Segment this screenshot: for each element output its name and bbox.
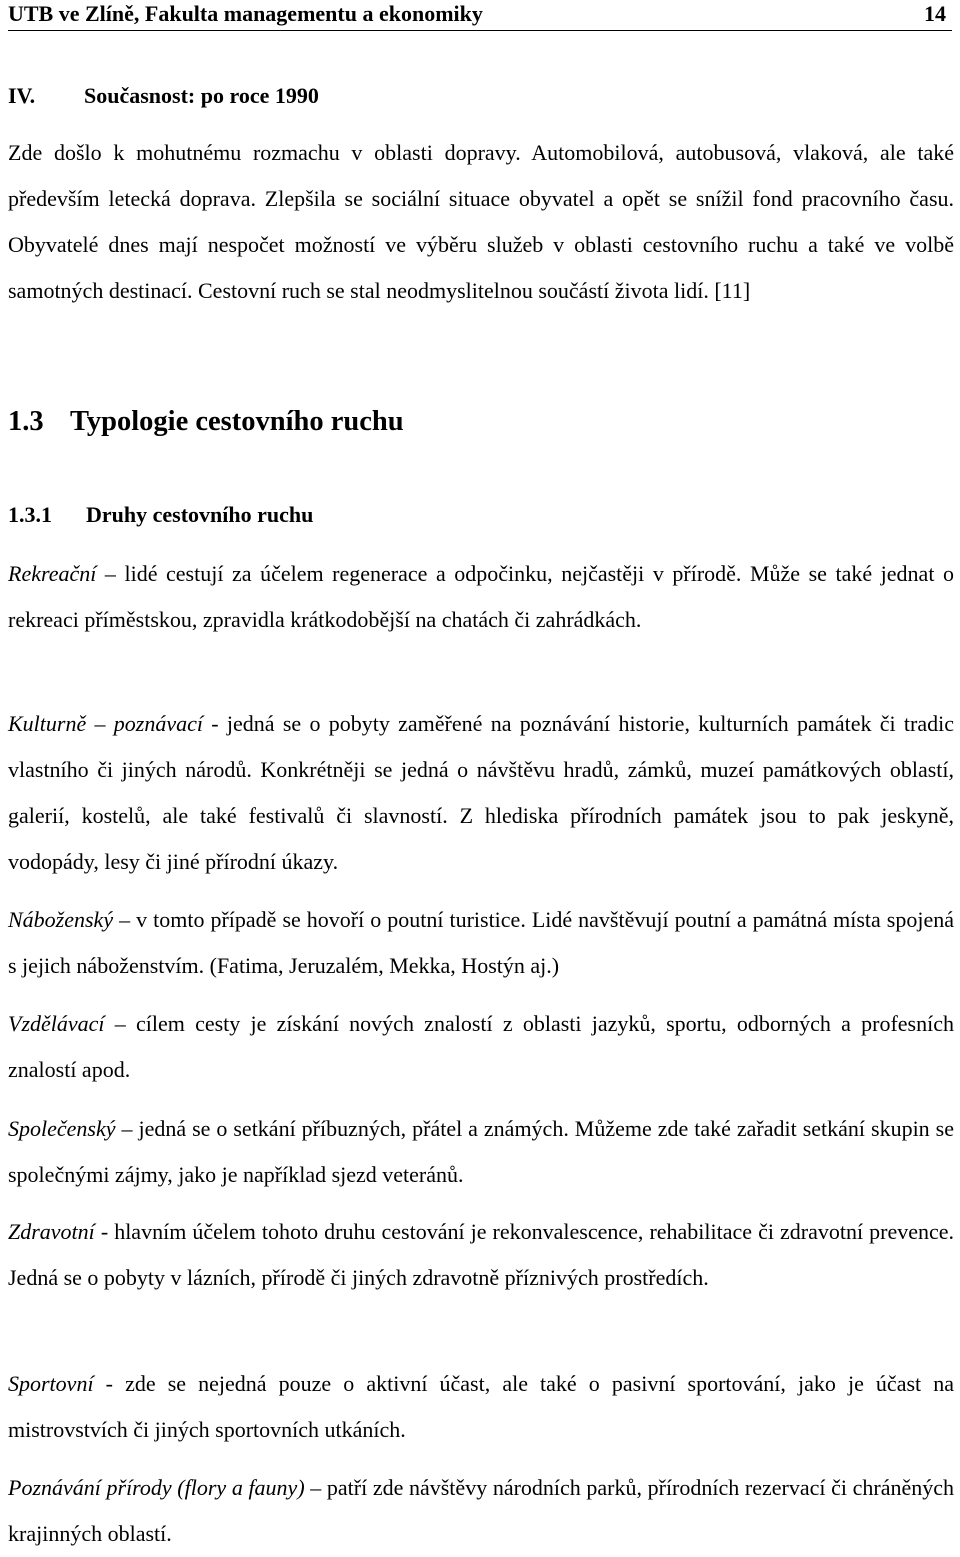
section-heading bbox=[8, 83, 319, 109]
term: Zdravotní bbox=[8, 1219, 95, 1244]
page-header bbox=[8, 0, 952, 31]
paragraph-spolecensky bbox=[8, 1106, 954, 1198]
section-title: Současnost: po roce 1990 bbox=[84, 83, 319, 108]
section-paragraph: Zde došlo k mohutnému rozmachu v oblasti dopravy. Automobilová, autobusová, vlaková, ale také především letecká doprava. Zlepšila se sociální situace obyvatel a opět se snížil fond pracovního času. Obyvatelé dnes mají nespočet možností ve výběru služeb v oblasti cestovního ruchu a také ve volbě samotných destinací. Cestovní ruch se stal neodmyslitelnou součástí života lidí. [11] bbox=[8, 140, 954, 303]
definition: - zde se nejedná pouze o aktivní účast, ale také o pasivní sportování, jako je účast na mistrovstvích či jiných sportovních utkáních. bbox=[8, 1371, 954, 1442]
term: Kulturně – poznávací bbox=[8, 711, 204, 736]
paragraph-zdravotni bbox=[8, 1209, 954, 1301]
term: Společenský bbox=[8, 1116, 116, 1141]
definition: – cílem cesty je získání nových znalostí z oblasti jazyků, sportu, odborných a profesních znalostí apod. bbox=[8, 1011, 954, 1082]
heading-1-3 bbox=[8, 406, 404, 438]
term: Vzdělávací bbox=[8, 1011, 105, 1036]
page-number: 14 bbox=[924, 1, 946, 26]
term: Náboženský bbox=[8, 907, 114, 932]
term: Poznávání přírody (flory a fauny) bbox=[8, 1475, 305, 1500]
paragraph-sportovni bbox=[8, 1361, 954, 1453]
heading-1-3-1 bbox=[8, 502, 313, 528]
definition: – v tomto případě se hovoří o poutní turistice. Lidé navštěvují poutní a památná místa spojená s jejich náboženstvím. (Fatima, Jeruzalém, Mekka, Hostýn aj.) bbox=[8, 907, 954, 978]
term: Sportovní bbox=[8, 1371, 94, 1396]
paragraph-rekreacni bbox=[8, 551, 954, 643]
heading-number: 1.3 bbox=[8, 406, 44, 437]
paragraph-nabozensky bbox=[8, 897, 954, 989]
term: Rekreační bbox=[8, 561, 97, 586]
definition: - hlavním účelem tohoto druhu cestování je rekonvalescence, rehabilitace či zdravotní prevence. Jedná se o pobyty v lázních, přírodě či jiných zdravotně příznivých prostředích. bbox=[8, 1219, 954, 1290]
header-title: UTB ve Zlíně, Fakulta managementu a ekonomiky bbox=[8, 1, 483, 26]
definition: – patří zde návštěvy národních parků, přírodních rezervací či chráněných krajinných oblastí. bbox=[8, 1475, 954, 1546]
paragraph-vzdelavaci bbox=[8, 1001, 954, 1093]
paragraph-poznavani-prirody bbox=[8, 1465, 954, 1557]
definition: – lidé cestují za účelem regenerace a odpočinku, nejčastěji v přírodě. Může se také jednat o rekreaci příměstskou, zpravidla krátkodobější na chatách či zahrádkách. bbox=[8, 561, 954, 632]
subheading-number: 1.3.1 bbox=[8, 502, 52, 527]
definition: – jedná se o setkání příbuzných, přátel a známých. Můžeme zde také zařadit setkání skupin se společnými zájmy, jako je například sjezd veteránů. bbox=[8, 1116, 954, 1187]
paragraph-kulturne-poznavaci bbox=[8, 701, 954, 885]
subheading-title: Druhy cestovního ruchu bbox=[86, 502, 314, 527]
definition: - jedná se o pobyty zaměřené na poznávání historie, kulturních památek či tradic vlastního či jiných národů. Konkrétněji se jedná o návštěvu hradů, zámků, muzeí památkových oblastí, galerií, kostelů, ale také festivalů či slavností. Z hlediska přírodních památek jsou to pak jeskyně, vodopády, lesy či jiné přírodní úkazy. bbox=[8, 711, 954, 874]
section-number: IV. bbox=[8, 83, 36, 108]
heading-title: Typologie cestovního ruchu bbox=[70, 406, 404, 437]
